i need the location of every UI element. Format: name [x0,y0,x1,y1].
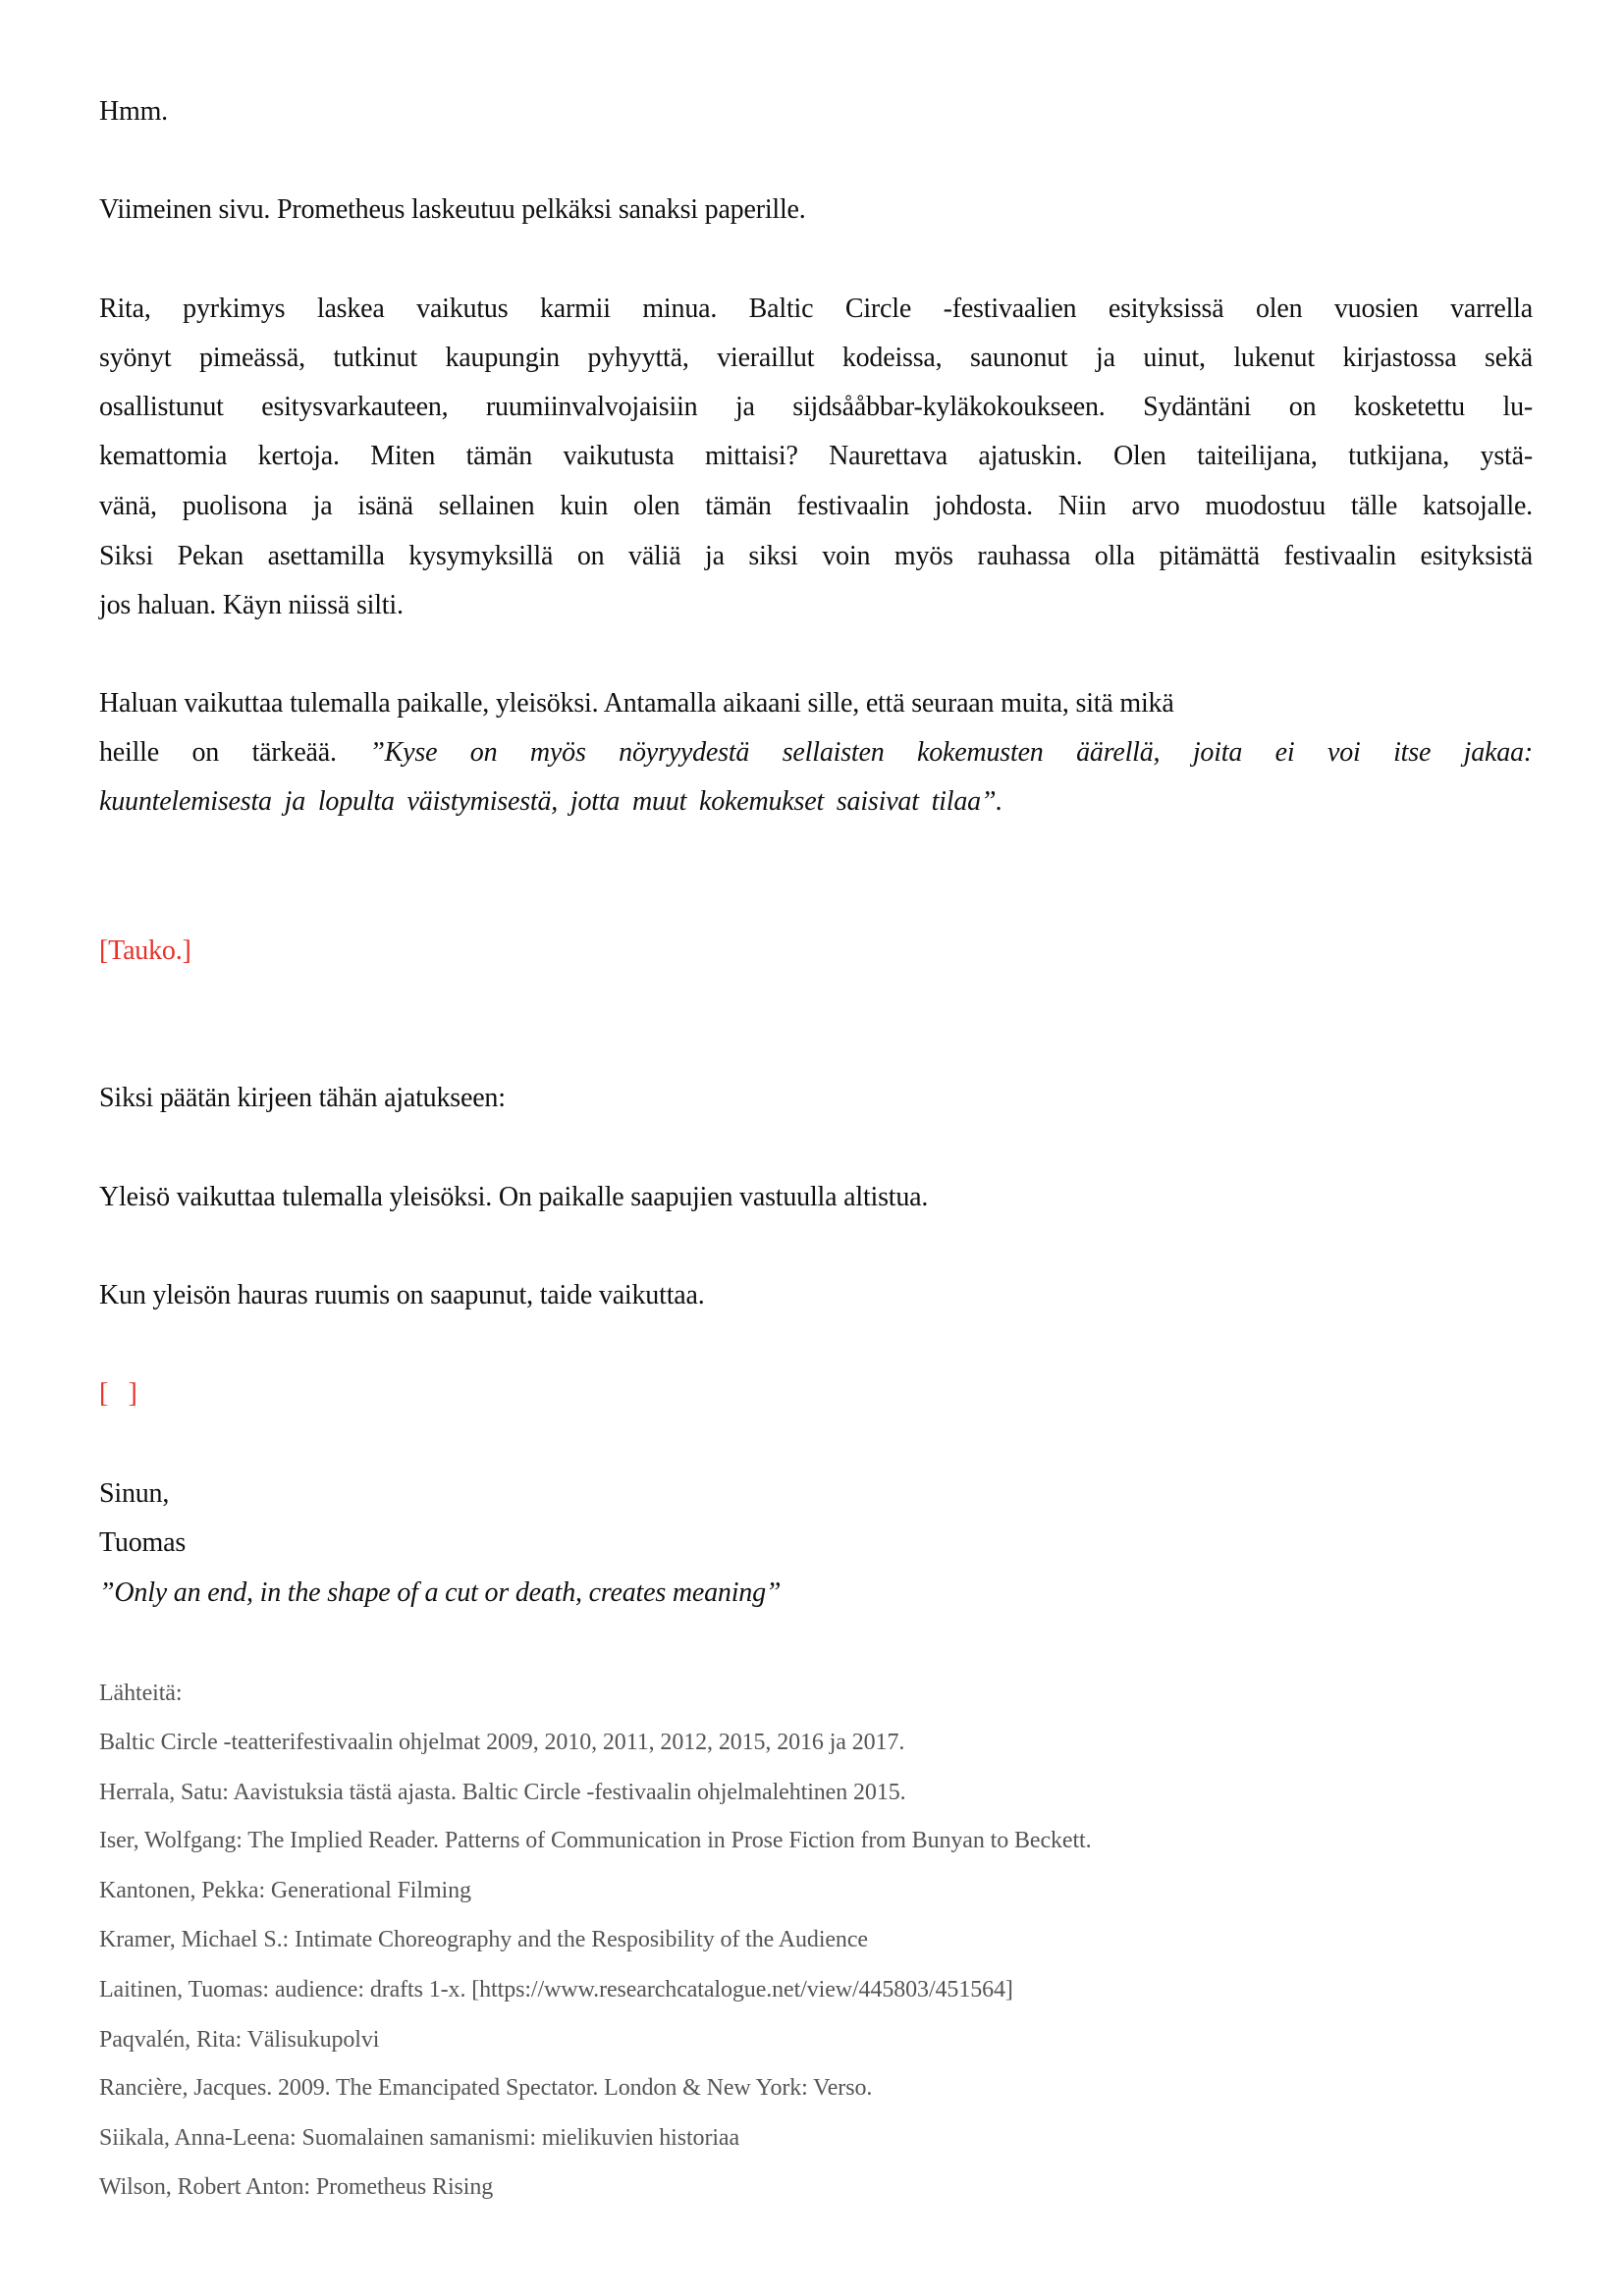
pause-marker: [Tauko.] [99,935,191,966]
source-item: Paqvalén, Rita: Välisukupolvi [99,2027,380,2053]
text-line: vänä, puolisona ja isänä sellainen kuin olen tämän festivaalin johdosta. Niin arvo muodostuu tälle katsojalle. [99,491,1533,521]
text-line: jos haluan. Käyn niissä silti. [99,590,404,620]
source-item: Wilson, Robert Anton: Prometheus Rising [99,2174,494,2200]
source-item: Baltic Circle -teatterifestivaalin ohjelmat 2009, 2010, 2011, 2012, 2015, 2016 ja 2017. [99,1730,905,1755]
sources-title: Lähteitä: [99,1681,183,1706]
closing: Sinun, [99,1478,170,1509]
text-line: Rita, pyrkimys laskea vaikutus karmii minua. Baltic Circle -festivaalien esityksissä olen vuosien varrella [99,294,1533,324]
text-line: kemattomia kertoja. Miten tämän vaikutusta mittaisi? Naurettava ajatuskin. Olen taiteilijana, tutkijana, ystä- [99,441,1533,471]
quoted-text: ”Kyse on myös nöyryydestä sellaisten kokemusten äärellä, joita ei voi itse jakaa: [369,737,1533,768]
signature: Tuomas [99,1527,187,1558]
text-line [99,733,1533,773]
source-item: Kantonen, Pekka: Generational Filming [99,1878,471,1903]
text-line: Haluan vaikuttaa tulemalla paikalle, yleisöksi. Antamalla aikaani sille, että seuraan muita, sitä mikä [99,688,1174,719]
paragraph-art: Kun yleisön hauras ruumis on saapunut, taide vaikuttaa. [99,1280,705,1310]
source-item: Laitinen, Tuomas: audience: drafts 1-x. [https://www.researchcatalogue.net/view/445803/451564] [99,1977,1013,2002]
text-line: Siksi Pekan asettamilla kysymyksillä on väliä ja siksi voin myös rauhassa olla pitämättä festivaalin esityksistä [99,541,1533,571]
empty-brackets: [ ] [99,1378,137,1409]
text-line: syönyt pimeässä, tutkinut kaupungin pyhyyttä, vieraillut kodeissa, saunonut ja uinut, lukenut kirjastossa sekä [99,343,1533,373]
source-item: Siikala, Anna-Leena: Suomalainen samanismi: mielikuvien historiaa [99,2125,740,2151]
paragraph-hmm: Hmm. [99,96,168,127]
paragraph-audience: Yleisö vaikuttaa tulemalla yleisöksi. On paikalle saapujien vastuulla altistua. [99,1182,929,1212]
closing-quote: ”Only an end, in the shape of a cut or death, creates meaning” [99,1577,782,1608]
source-item: Iser, Wolfgang: The Implied Reader. Patterns of Communication in Prose Fiction from Bunyan to Beckett. [99,1828,1092,1853]
paragraph-last-page: Viimeinen sivu. Prometheus laskeutuu pelkäksi sanaksi paperille. [99,194,806,225]
quoted-text-line: kuuntelemisesta ja lopulta väistymisestä, jotta muut kokemukset saisivat tilaa”. [99,786,1003,817]
plain-text: heille on tärkeää. [99,737,370,768]
paragraph-conclusion-intro: Siksi päätän kirjeen tähän ajatukseen: [99,1083,506,1113]
source-item: Herrala, Satu: Aavistuksia tästä ajasta. Baltic Circle -festivaalin ohjelmalehtinen 2015. [99,1780,906,1805]
source-item: Rancière, Jacques. 2009. The Emancipated Spectator. London & New York: Verso. [99,2075,873,2101]
text-line: osallistunut esitysvarkauteen, ruumiinvalvojaisiin ja sijdsååbbar-kyläkokoukseen. Sydäntäni on kosketettu lu- [99,392,1533,422]
source-item: Kramer, Michael S.: Intimate Choreography and the Resposibility of the Audience [99,1927,868,1952]
